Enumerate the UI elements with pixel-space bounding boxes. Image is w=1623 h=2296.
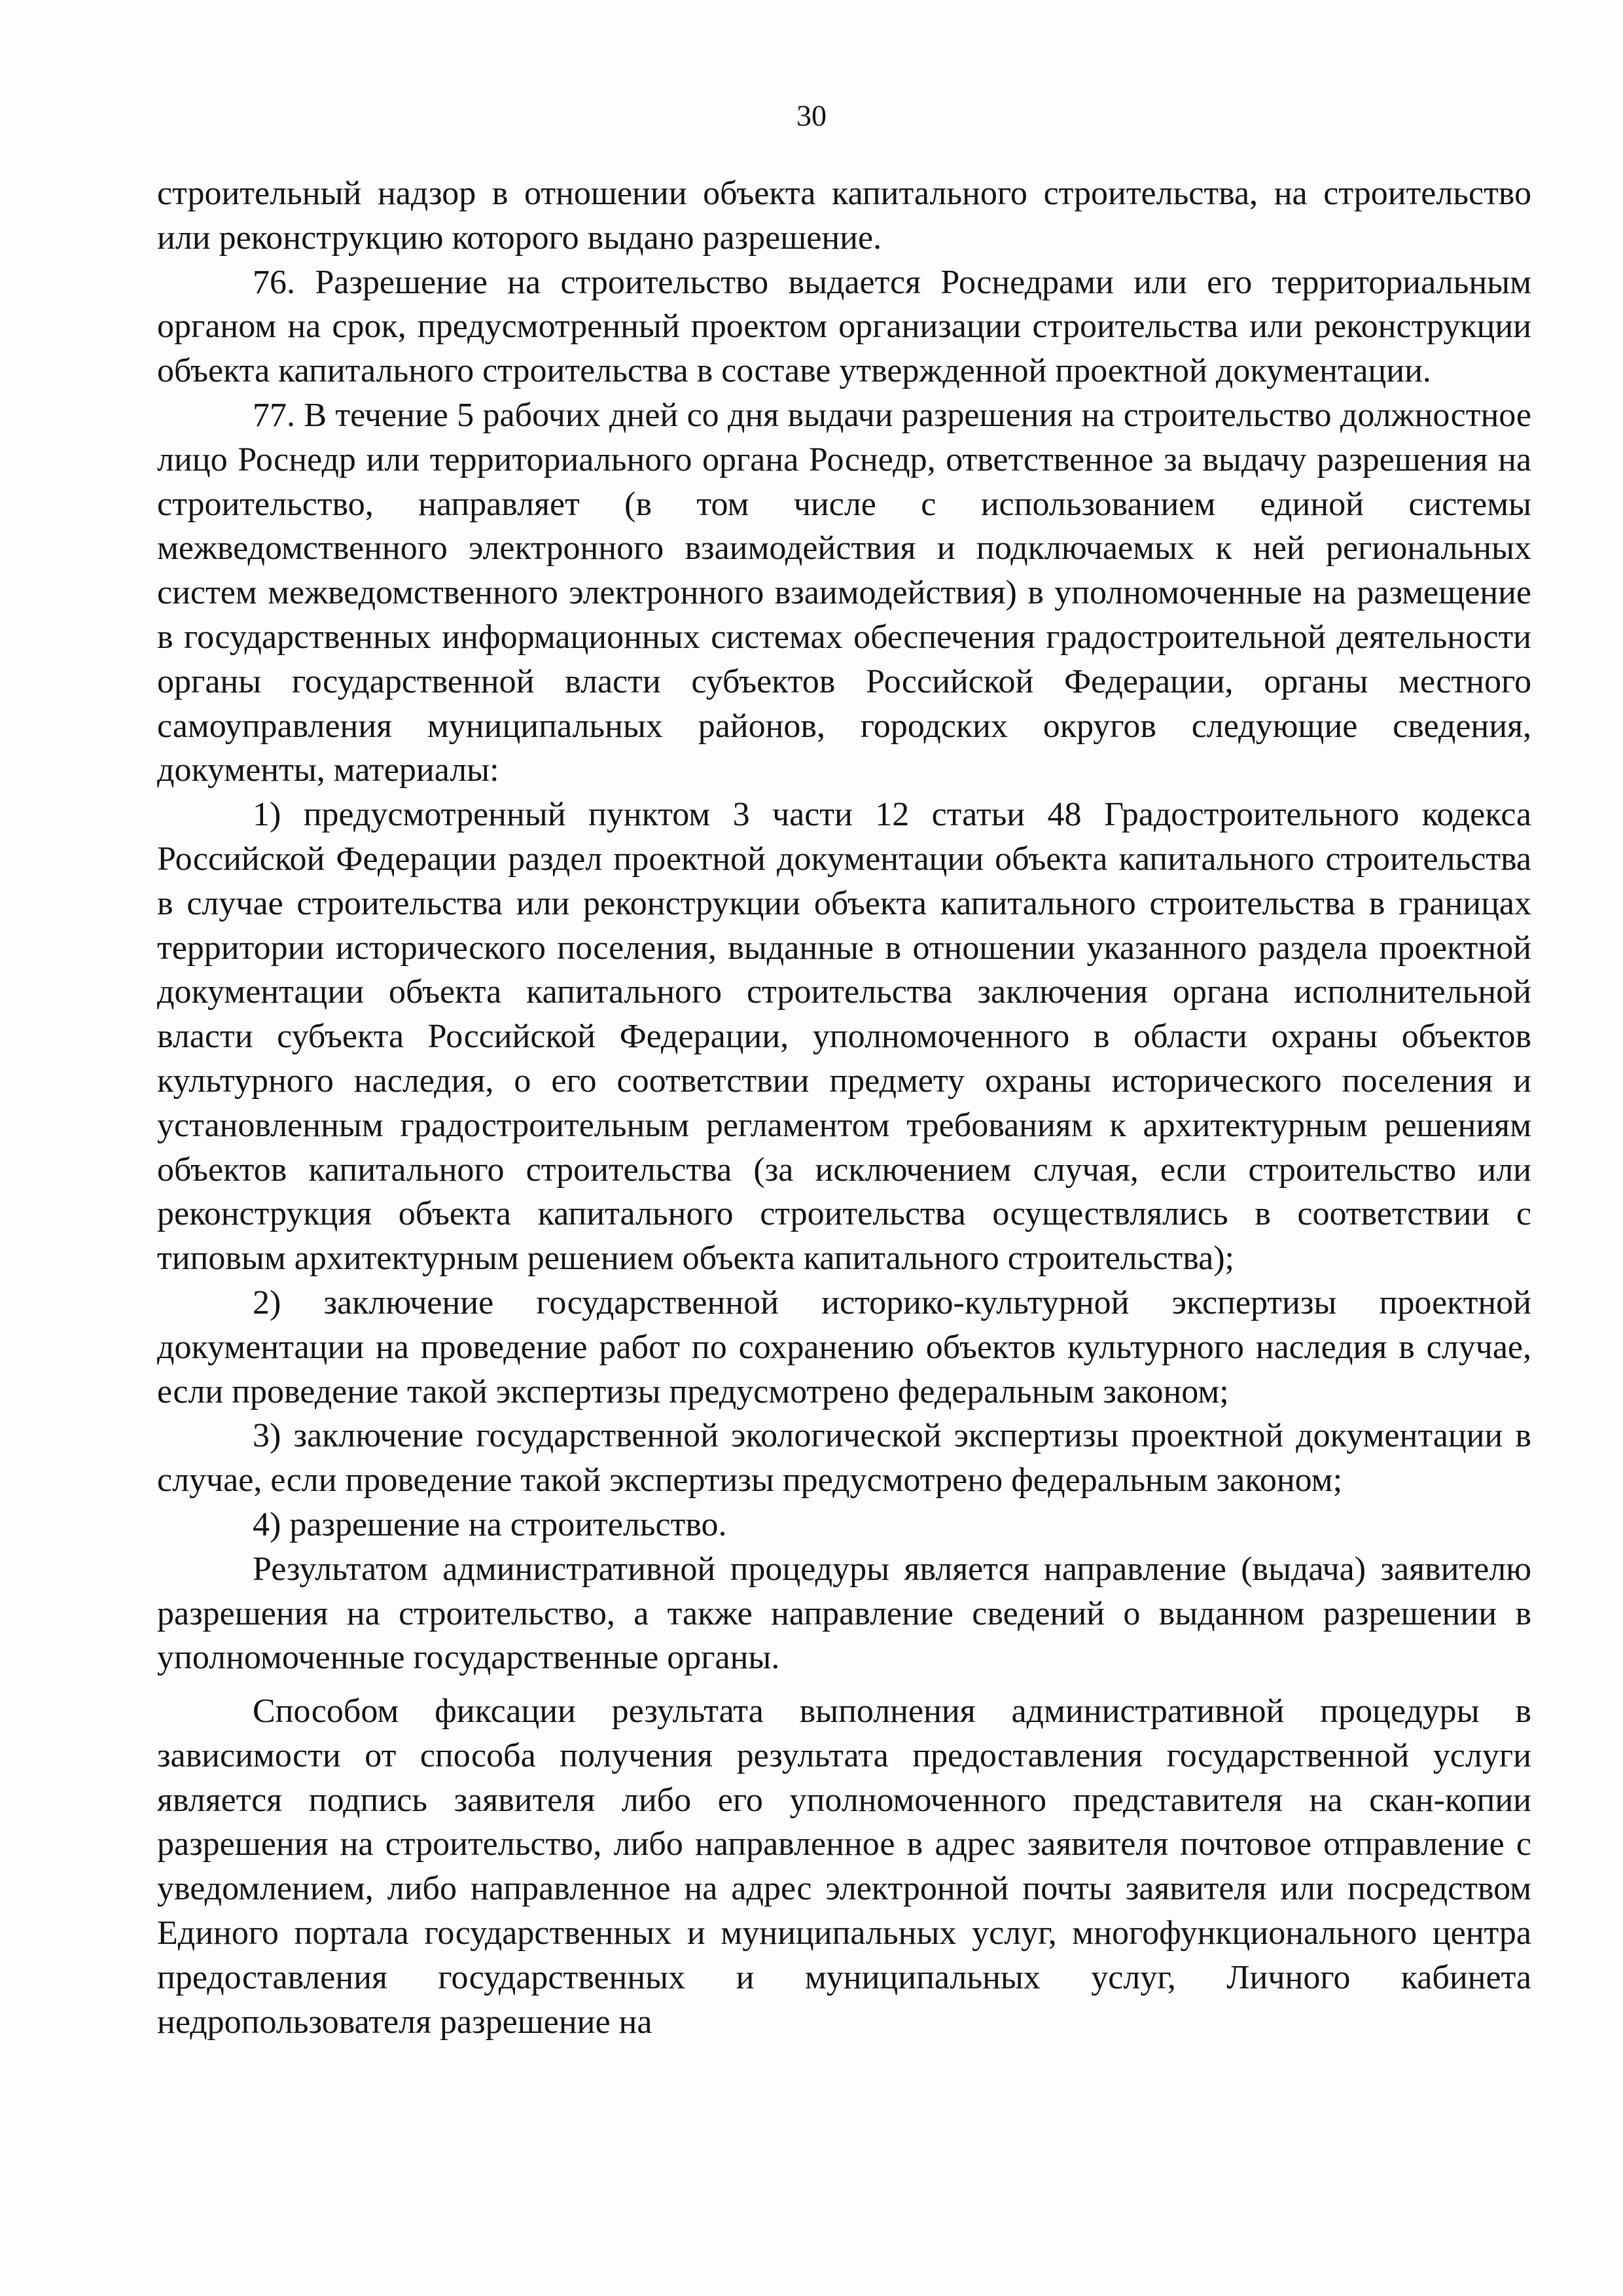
list-item-4: 4) разрешение на строительство. [253, 1505, 727, 1543]
document-body [157, 171, 1531, 2044]
list-item-1: 1) предусмотренный пунктом 3 части 12 статьи 48 Градостроительного кодекса Российской Федерации раздел проектной документации объекта капитального строительства в случае строительства или реконструкции объекта капитального строительства в границах территории исторического поселения, выданные в отношении указанного раздела проектной документации объекта капитального строительства заключения органа исполнительной власти субъекта Российской Федерации, уполномоченного в области охраны объектов культурного наследия, о его соответствии предмету охраны исторического поселения и установленным градостроительным регламентом требованиям к архитектурным решениям объектов капитального строительства (за исключением случая, если строительство или реконструкция объекта капитального строительства осуществлялись в соответствии с типовым архитектурным решением объекта капитального строительства); [157, 796, 1531, 1278]
list-item-2: 2) заключение государственной историко-культурной экспертизы проектной документации на проведение работ по сохранению объектов культурного наследия в случае, если проведение такой экспертизы предусмотрено федеральным законом; [157, 1283, 1531, 1410]
page-number: 30 [796, 99, 827, 132]
paragraph-76: 76. Разрешение на строительство выдается Роснедрами или его территориальным органом на срок, предусмотренный проектом организации строительства или реконструкции объекта капитального строительства в составе утвержденной проектной документации. [157, 263, 1531, 390]
paragraph-result: Результатом административной процедуры является направление (выдача) заявителю разрешения на строительство, а также направление сведений о выданном разрешении в уполномоченные государственные органы. [157, 1550, 1531, 1677]
list-item-3: 3) заключение государственной экологической экспертизы проектной документации в случае, если проведение такой экспертизы предусмотрено федеральным законом; [157, 1417, 1531, 1499]
paragraph-continuation: строительный надзор в отношении объекта капитального строительства, на строительство или реконструкцию которого выдано разрешение. [157, 175, 1531, 257]
paragraph-77: 77. В течение 5 рабочих дней со дня выдачи разрешения на строительство должностное лицо Роснедр или территориального органа Роснедр, ответственное за выдачу разрешения на строительство, направляет (в том числе с использованием единой системы межведомственного электронного взаимодействия и подключаемых к ней региональных систем межведомственного электронного взаимодействия) в уполномоченные на размещение в государственных информационных системах обеспечения градостроительной деятельности органы государственной власти субъектов Российской Федерации, органы местного самоуправления муниципальных районов, городских округов следующие сведения, документы, материалы: [157, 396, 1531, 789]
paragraph-fixation: Способом фиксации результата выполнения административной процедуры в зависимости от способа получения результата предоставления государственной услуги является подпись заявителя либо его уполномоченного представителя на скан-копии разрешения на строительство, либо направленное в адрес заявителя почтовое отправление с уведомлением, либо направленное на адрес электронной почты заявителя или посредством Единого портала государственных и муниципальных услуг, многофункционального центра предоставления государственных и муниципальных услуг, Личного кабинета недропользователя разрешение на [157, 1693, 1531, 2041]
